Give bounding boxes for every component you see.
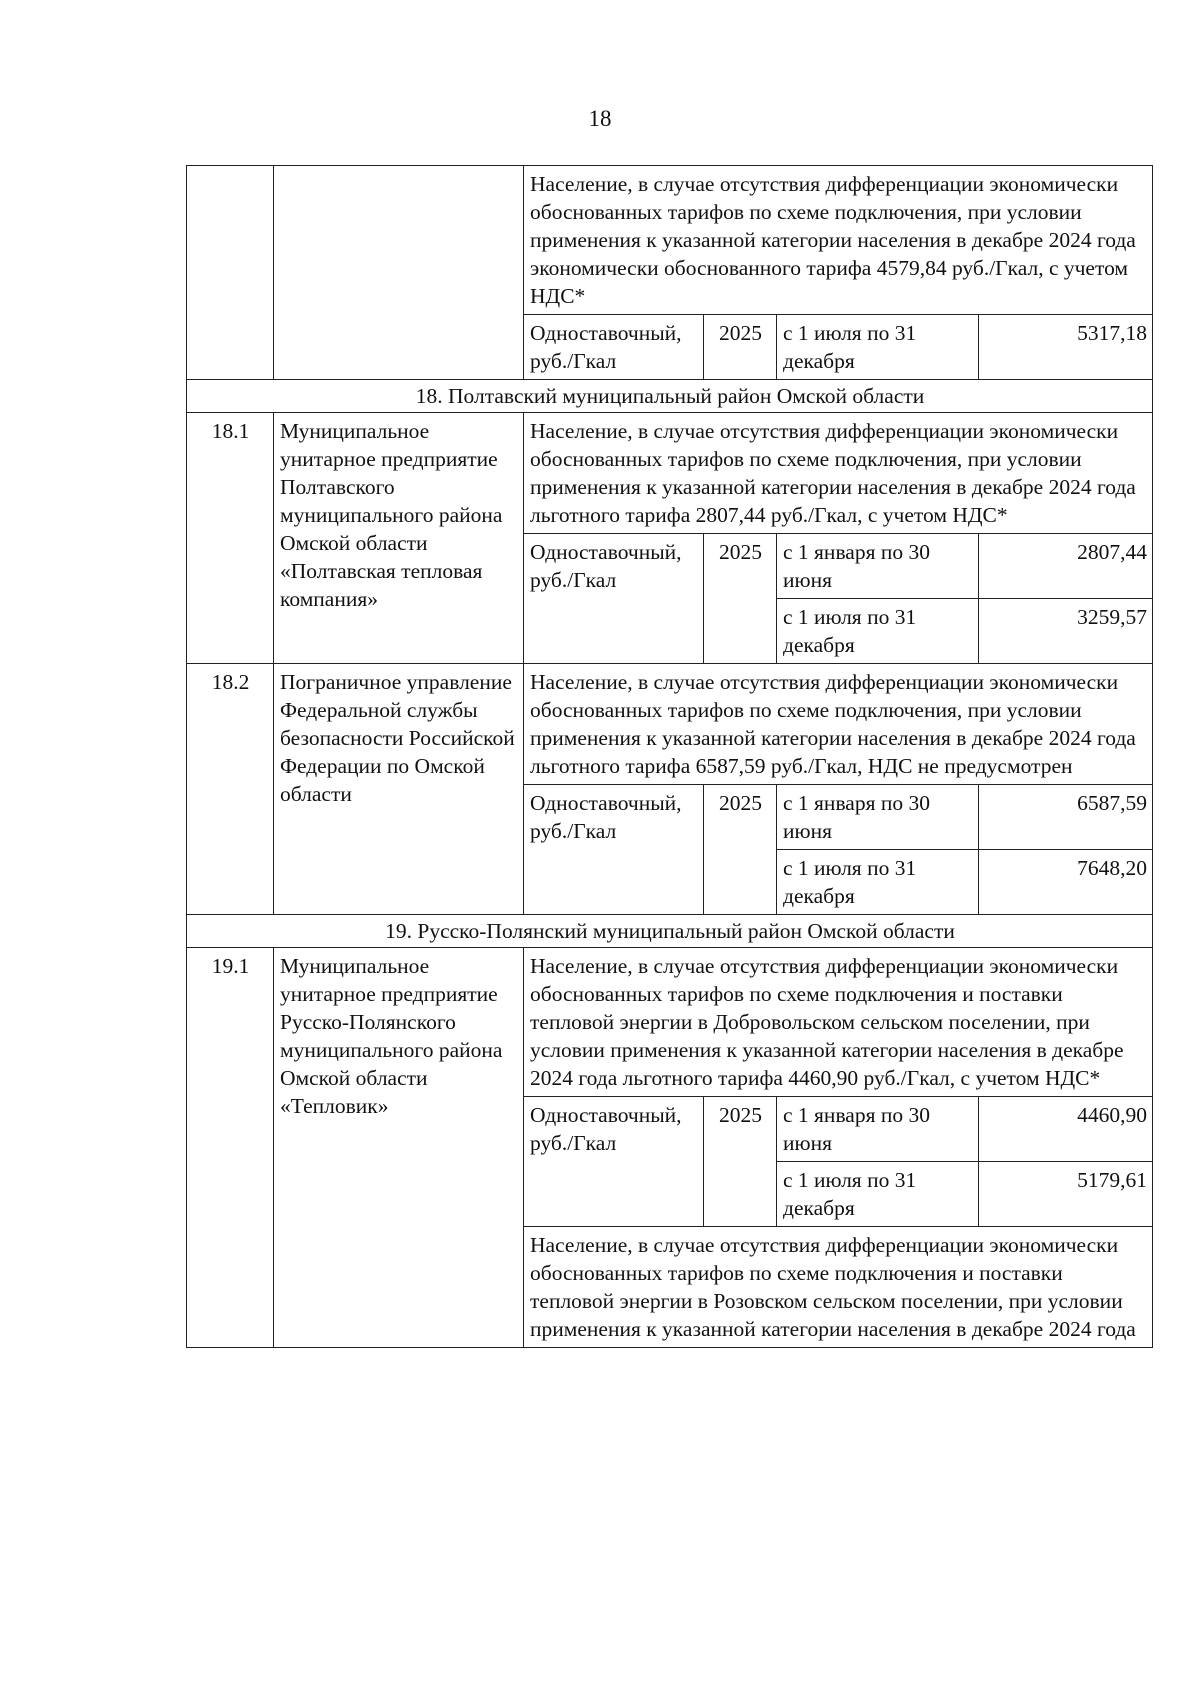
consumer-description: Население, в случае отсутствия дифференциации экономически обоснованных тарифов по схеме подключения и поставки тепловой энергии в Добровольском сельском поселении, при условии применения к указанной категории населения в декабре 2024 года льготного тарифа 4460,90 руб./Гкал, с учетом НДС* — [524, 948, 1153, 1097]
tariff-value: 6587,59 — [979, 785, 1153, 850]
tariff-period: с 1 июля по 31 декабря — [777, 850, 979, 915]
consumer-description: Население, в случае отсутствия дифференциации экономически обоснованных тарифов по схеме подключения, при условии применения к указанной категории населения в декабре 2024 года льготного тарифа 2807,44 руб./Гкал, с учетом НДС* — [524, 413, 1153, 534]
tariff-period: с 1 июля по 31 декабря — [777, 599, 979, 664]
tariff-period: с 1 июля по 31 декабря — [777, 315, 979, 380]
entry-number: 18.1 — [187, 413, 274, 664]
tariff-year: 2025 — [704, 315, 777, 380]
entry-number: 18.2 — [187, 664, 274, 915]
organization-name: Пограничное управление Федеральной службы безопасности Российской Федерации по Омской области — [274, 664, 524, 915]
tariff-year: 2025 — [704, 1097, 777, 1227]
consumer-description: Население, в случае отсутствия дифференциации экономически обоснованных тарифов по схеме подключения, при условии применения к указанной категории населения в декабре 2024 года экономически обоснованного тарифа 4579,84 руб./Гкал, с учетом НДС* — [524, 166, 1153, 315]
table-row — [187, 664, 1153, 785]
tariff-value: 5317,18 — [979, 315, 1153, 380]
tariff-period: с 1 января по 30 июня — [777, 785, 979, 850]
page-number: 18 — [588, 106, 612, 131]
tariff-type: Одноставочный, руб./Гкал — [524, 315, 704, 380]
organization-name: Муниципальное унитарное предприятие Полтавского муниципального района Омской области «Полтавская тепловая компания» — [274, 413, 524, 664]
table-row — [187, 948, 1153, 1097]
tariff-type: Одноставочный, руб./Гкал — [524, 534, 704, 664]
table-row — [187, 413, 1153, 534]
tariff-type: Одноставочный, руб./Гкал — [524, 785, 704, 915]
tariff-value: 7648,20 — [979, 850, 1153, 915]
tariff-year: 2025 — [704, 534, 777, 664]
tariff-value: 2807,44 — [979, 534, 1153, 599]
tariff-period: с 1 января по 30 июня — [777, 534, 979, 599]
tariff-period: с 1 июля по 31 декабря — [777, 1162, 979, 1227]
tariff-year: 2025 — [704, 785, 777, 915]
tariff-period: с 1 января по 30 июня — [777, 1097, 979, 1162]
entry-number: 19.1 — [187, 948, 274, 1348]
organization-name: Муниципальное унитарное предприятие Русско-Полянского муниципального района Омской области «Тепловик» — [274, 948, 524, 1348]
tariff-type: Одноставочный, руб./Гкал — [524, 1097, 704, 1227]
section-header-row — [187, 380, 1153, 413]
tariff-value: 3259,57 — [979, 599, 1153, 664]
section-header-row — [187, 915, 1153, 948]
consumer-description: Население, в случае отсутствия дифференциации экономически обоснованных тарифов по схеме подключения и поставки тепловой энергии в Розовском сельском поселении, при условии применения к указанной категории населения в декабре 2024 года — [524, 1227, 1153, 1348]
tariff-value: 5179,61 — [979, 1162, 1153, 1227]
consumer-description: Население, в случае отсутствия дифференциации экономически обоснованных тарифов по схеме подключения, при условии применения к указанной категории населения в декабре 2024 года льготного тарифа 6587,59 руб./Гкал, НДС не предусмотрен — [524, 664, 1153, 785]
table-row — [187, 166, 1153, 315]
entry-number-cell — [187, 166, 274, 380]
organization-cell — [274, 166, 524, 380]
section-title: 19. Русско-Полянский муниципальный район Омской области — [187, 915, 1153, 948]
tariff-value: 4460,90 — [979, 1097, 1153, 1162]
tariff-table — [186, 165, 1153, 1348]
section-title: 18. Полтавский муниципальный район Омской области — [187, 380, 1153, 413]
